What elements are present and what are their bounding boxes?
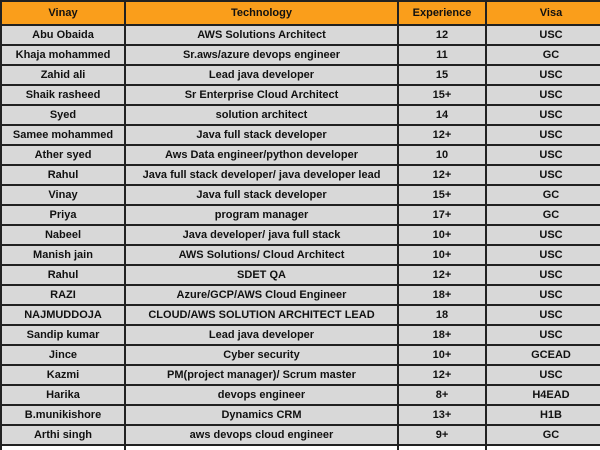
cell-visa[interactable]: GC [486, 425, 600, 445]
table-row[interactable] [1, 405, 600, 425]
cell-technology[interactable]: CLOUD/AWS SOLUTION ARCHITECT LEAD [125, 305, 398, 325]
cell-name[interactable]: Priya [1, 205, 125, 225]
cell-name[interactable]: Samee mohammed [1, 125, 125, 145]
cell-visa[interactable]: USC [486, 85, 600, 105]
cell-technology[interactable]: Lead java developer [125, 325, 398, 345]
cell-name[interactable]: Khaja mohammed [1, 45, 125, 65]
cell-visa[interactable]: USC [486, 125, 600, 145]
cell-name[interactable]: Shaik rasheed [1, 85, 125, 105]
cell-technology[interactable]: Sr Enterprise Cloud Architect [125, 85, 398, 105]
table-row[interactable] [1, 205, 600, 225]
table-row[interactable] [1, 265, 600, 285]
cell-technology[interactable]: Azure/GCP/AWS Cloud Engineer [125, 285, 398, 305]
cell-experience[interactable]: 15 [398, 65, 486, 85]
cell-technology[interactable]: AWS Solutions Architect [125, 25, 398, 45]
cell-technology[interactable]: Java full stack developer [125, 125, 398, 145]
cell-experience[interactable]: 10 [398, 145, 486, 165]
cell-visa[interactable]: USC [486, 65, 600, 85]
table-row[interactable] [1, 25, 600, 45]
cell-technology[interactable]: aws devops cloud engineer [125, 425, 398, 445]
cell-visa[interactable]: GC [486, 185, 600, 205]
cell-name[interactable]: Zahid ali [1, 65, 125, 85]
column-header-technology[interactable]: Technology [125, 1, 398, 25]
cell-technology[interactable]: Java developer/ java full stack [125, 225, 398, 245]
cell-experience[interactable]: 10+ [398, 245, 486, 265]
cell-experience[interactable]: 11 [398, 45, 486, 65]
table-row[interactable] [1, 325, 600, 345]
cell-name[interactable]: Manish jain [1, 245, 125, 265]
table-row[interactable] [1, 365, 600, 385]
cell-experience[interactable]: 15+ [398, 85, 486, 105]
cell-visa[interactable]: USC [486, 225, 600, 245]
column-header-visa[interactable]: Visa [486, 1, 600, 25]
cell-name[interactable]: Harika [1, 385, 125, 405]
cell-technology[interactable]: Dynamics CRM [125, 405, 398, 425]
cell-experience[interactable]: 9+ [398, 425, 486, 445]
column-header-experience[interactable]: Experience [398, 1, 486, 25]
cell-experience[interactable]: 10+ [398, 345, 486, 365]
cell-name[interactable]: Syed [1, 105, 125, 125]
cell-name[interactable]: Arthi singh [1, 425, 125, 445]
table-row[interactable] [1, 425, 600, 445]
cell-technology[interactable]: solution architect [125, 105, 398, 125]
cell-experience[interactable]: 10+ [398, 225, 486, 245]
header-row [1, 1, 600, 25]
table-row[interactable] [1, 45, 600, 65]
cell-technology[interactable]: Java full stack developer/ java developer lead [125, 165, 398, 185]
cell-technology[interactable]: AWS Solutions/ Cloud Architect [125, 245, 398, 265]
table-row[interactable] [1, 185, 600, 205]
cell-name[interactable]: Ather syed [1, 145, 125, 165]
table-row[interactable] [1, 225, 600, 245]
cell-visa[interactable]: USC [486, 325, 600, 345]
table-row[interactable] [1, 285, 600, 305]
cell-technology[interactable]: program manager [125, 205, 398, 225]
table-row[interactable] [1, 165, 600, 185]
cell-experience[interactable]: 8+ [398, 385, 486, 405]
table-row[interactable] [1, 305, 600, 325]
table-row[interactable] [1, 245, 600, 265]
empty-cell [398, 445, 486, 450]
table-row[interactable] [1, 345, 600, 365]
cell-name[interactable]: Jince [1, 345, 125, 365]
cell-visa[interactable]: GC [486, 45, 600, 65]
cell-visa[interactable]: USC [486, 105, 600, 125]
cell-experience[interactable]: 12+ [398, 265, 486, 285]
empty-cell [1, 445, 125, 450]
empty-partial-row [1, 445, 600, 450]
cell-visa[interactable]: H1B [486, 405, 600, 425]
cell-name[interactable]: Sandip kumar [1, 325, 125, 345]
cell-experience[interactable]: 13+ [398, 405, 486, 425]
cell-visa[interactable]: USC [486, 165, 600, 185]
table-row[interactable] [1, 65, 600, 85]
table-row[interactable] [1, 105, 600, 125]
empty-cell [486, 445, 600, 450]
cell-technology[interactable]: Sr.aws/azure devops engineer [125, 45, 398, 65]
cell-experience[interactable]: 15+ [398, 185, 486, 205]
cell-experience[interactable]: 18+ [398, 285, 486, 305]
cell-name[interactable]: Vinay [1, 185, 125, 205]
cell-name[interactable]: Rahul [1, 265, 125, 285]
cell-visa[interactable]: GCEAD [486, 345, 600, 365]
cell-experience[interactable]: 18 [398, 305, 486, 325]
table-row[interactable] [1, 85, 600, 105]
table-row[interactable] [1, 125, 600, 145]
cell-technology[interactable]: Cyber security [125, 345, 398, 365]
cell-experience[interactable]: 12+ [398, 165, 486, 185]
cell-visa[interactable]: USC [486, 25, 600, 45]
cell-visa[interactable]: USC [486, 305, 600, 325]
cell-visa[interactable]: USC [486, 265, 600, 285]
cell-technology[interactable]: devops engineer [125, 385, 398, 405]
cell-technology[interactable]: Lead java developer [125, 65, 398, 85]
cell-name[interactable]: B.munikishore [1, 405, 125, 425]
cell-experience[interactable]: 12+ [398, 125, 486, 145]
cell-technology[interactable]: Aws Data engineer/python developer [125, 145, 398, 165]
cell-name[interactable]: Rahul [1, 165, 125, 185]
cell-visa[interactable]: USC [486, 285, 600, 305]
cell-visa[interactable]: H4EAD [486, 385, 600, 405]
table-row[interactable] [1, 145, 600, 165]
column-header-name[interactable]: Vinay [1, 1, 125, 25]
cell-experience[interactable]: 12+ [398, 365, 486, 385]
cell-technology[interactable]: SDET QA [125, 265, 398, 285]
cell-name[interactable]: Abu Obaida [1, 25, 125, 45]
table-row[interactable] [1, 385, 600, 405]
cell-experience[interactable]: 12 [398, 25, 486, 45]
cell-visa[interactable]: USC [486, 245, 600, 265]
cell-visa[interactable]: GC [486, 205, 600, 225]
cell-name[interactable]: NAJMUDDOJA [1, 305, 125, 325]
cell-visa[interactable]: USC [486, 365, 600, 385]
cell-technology[interactable]: PM(project manager)/ Scrum master [125, 365, 398, 385]
cell-technology[interactable]: Java full stack developer [125, 185, 398, 205]
empty-cell [125, 445, 398, 450]
cell-visa[interactable]: USC [486, 145, 600, 165]
cell-name[interactable]: RAZI [1, 285, 125, 305]
cell-name[interactable]: Nabeel [1, 225, 125, 245]
cell-experience[interactable]: 14 [398, 105, 486, 125]
cell-name[interactable]: Kazmi [1, 365, 125, 385]
cell-experience[interactable]: 17+ [398, 205, 486, 225]
cell-experience[interactable]: 18+ [398, 325, 486, 345]
